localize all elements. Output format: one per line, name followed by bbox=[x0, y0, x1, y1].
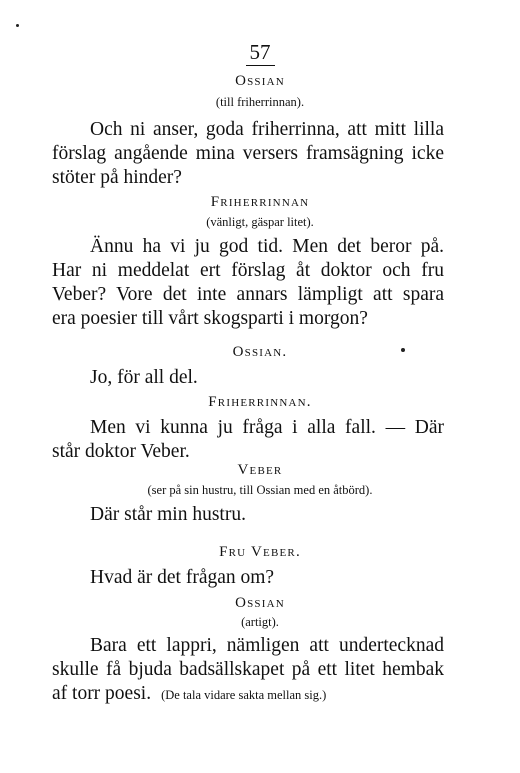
speaker-name: Friherrinnan bbox=[210, 194, 310, 210]
page-number: 57 bbox=[0, 40, 520, 64]
speaker-name: Ossian bbox=[235, 73, 285, 89]
dialogue-line: Men vi kunna ju fråga i alla fall. — Där bbox=[90, 417, 444, 438]
dialogue-line: skulle få bjuda badsällskapet på ett litet hembak bbox=[52, 659, 444, 680]
stage-direction: (artigt). bbox=[241, 615, 279, 629]
dialogue-line-with-direction bbox=[52, 682, 444, 707]
dialogue-text: af torr poesi. bbox=[52, 683, 152, 704]
dialogue-line: Bara ett lappri, nämligen att undertecknad bbox=[90, 635, 444, 656]
dialogue-line: Ännu ha vi ju god tid. Men det beror på. bbox=[90, 236, 444, 257]
speck-mark bbox=[401, 348, 405, 352]
dialogue-line: Och ni anser, goda friherrinna, att mitt lilla bbox=[90, 119, 444, 140]
dialogue-line: stöter på hinder? bbox=[52, 167, 182, 188]
dialogue-line: Jo, för all del. bbox=[90, 367, 198, 388]
dialogue-line: era poesier till vårt skogsparti i morgon? bbox=[52, 308, 368, 329]
speck-mark bbox=[16, 24, 19, 27]
dialogue-line: Har ni meddelat ert förslag åt doktor och fru bbox=[52, 260, 444, 281]
dialogue-line: Veber? Vore det inte annars lämpligt att spara bbox=[52, 284, 444, 305]
dialogue-line: Hvad är det frågan om? bbox=[90, 567, 275, 588]
dialogue-line: står doktor Veber. bbox=[52, 441, 190, 462]
speaker-name: Ossian. bbox=[232, 344, 288, 360]
speaker-name: Fru Veber. bbox=[219, 544, 301, 560]
stage-direction: (ser på sin hustru, till Ossian med en åtbörd). bbox=[147, 483, 373, 497]
dialogue-line: förslag angående mina versers framsägning icke bbox=[52, 143, 444, 164]
speaker-name: Veber bbox=[237, 462, 283, 478]
stage-direction: (till friherrinnan). bbox=[215, 95, 305, 109]
dialogue-line: Där står min hustru. bbox=[90, 504, 246, 525]
speaker-name: Ossian bbox=[235, 595, 285, 611]
speaker-name: Friherrinnan. bbox=[208, 394, 312, 410]
stage-direction: (vänligt, gäspar litet). bbox=[206, 215, 314, 229]
stage-direction: (De tala vidare sakta mellan sig.) bbox=[161, 688, 327, 702]
